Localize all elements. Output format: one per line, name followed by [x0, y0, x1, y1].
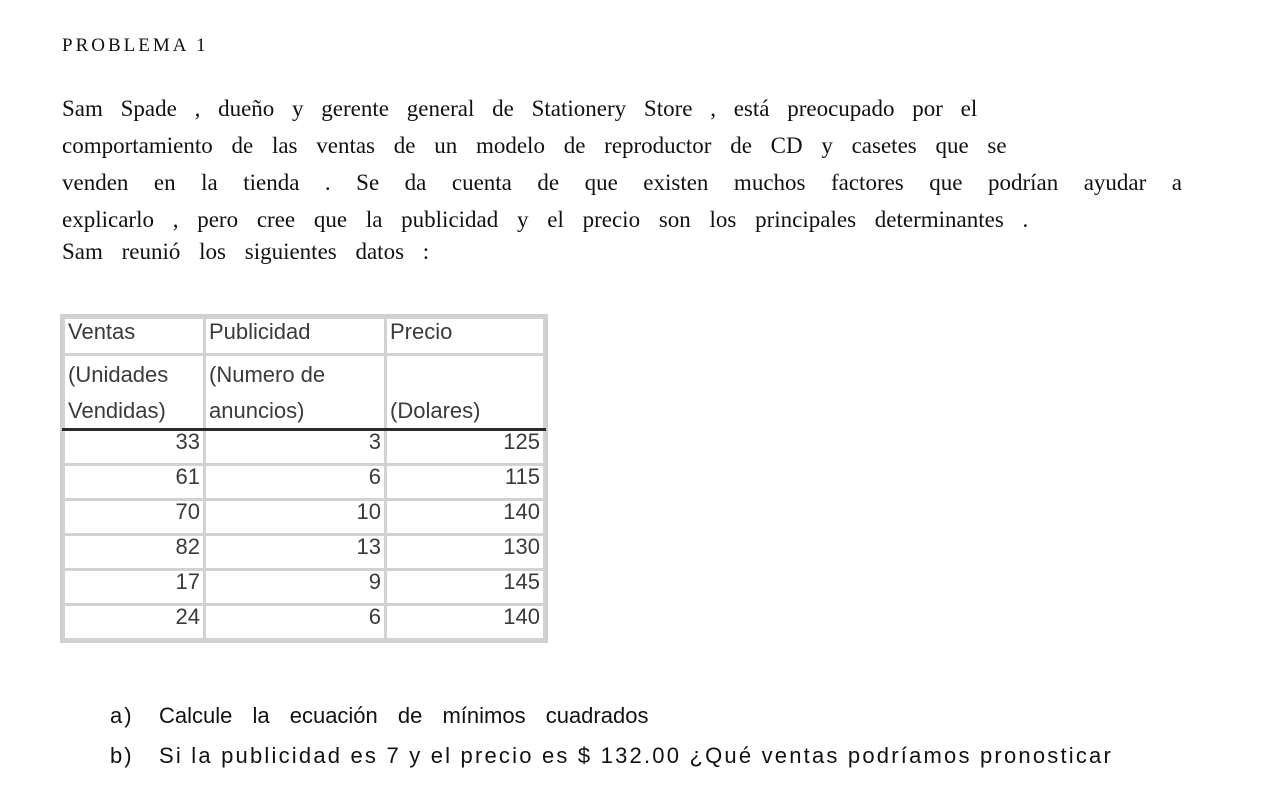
table-row: [64, 430, 545, 465]
subheader-publicidad-line2: anuncios): [209, 398, 305, 423]
question-a-marker: a): [110, 703, 134, 728]
cell-publicidad: 13: [205, 535, 386, 570]
question-b: [110, 740, 1113, 780]
cell-ventas: 17: [64, 570, 205, 605]
cell-ventas: 82: [64, 535, 205, 570]
header-publicidad: Publicidad: [205, 318, 386, 355]
cell-precio: 140: [386, 605, 545, 640]
subheader-publicidad: [205, 355, 386, 430]
statement-line-4: explicarlo , pero cree que la publicidad y el precio son los principales determinantes .: [62, 207, 1029, 232]
table-row: [64, 500, 545, 535]
statement-line-5: Sam reunió los siguientes datos :: [62, 239, 430, 264]
problem-statement: [62, 90, 1182, 268]
cell-precio: 125: [386, 430, 545, 465]
cell-precio: 130: [386, 535, 545, 570]
table-subheader-row: [64, 355, 545, 430]
cell-publicidad: 6: [205, 465, 386, 500]
cell-publicidad: 9: [205, 570, 386, 605]
subheader-publicidad-line1: (Numero de: [209, 362, 326, 387]
cell-precio: 145: [386, 570, 545, 605]
data-table: [62, 316, 546, 641]
question-b-text: Si la publicidad es 7 y el precio es $ 132.00 ¿Qué ventas podríamos pronosticar: [159, 743, 1114, 768]
header-precio: Precio: [386, 318, 545, 355]
question-b-marker: b): [110, 743, 134, 768]
subheader-precio-line1: [390, 356, 540, 394]
statement-line-2: comportamiento de las ventas de un modelo de reproductor de CD y casetes que se: [62, 133, 1007, 158]
questions-list: [110, 700, 1113, 780]
cell-precio: 115: [386, 465, 545, 500]
cell-publicidad: 10: [205, 500, 386, 535]
header-ventas: Ventas: [64, 318, 205, 355]
cell-ventas: 61: [64, 465, 205, 500]
table-row: [64, 535, 545, 570]
subheader-precio: [386, 355, 545, 430]
subheader-ventas-line2: Vendidas): [68, 398, 166, 423]
table-header-row: [64, 318, 545, 355]
question-a-text: Calcule la ecuación de mínimos cuadrados: [159, 703, 649, 728]
table-row: [64, 570, 545, 605]
table-row: [64, 465, 545, 500]
cell-publicidad: 6: [205, 605, 386, 640]
question-a: [110, 700, 1113, 740]
subheader-ventas: [64, 355, 205, 430]
statement-line-3: venden en la tienda . Se da cuenta de que existen muchos factores que podrían ayudar a: [62, 170, 1182, 195]
problem-title: PROBLEMA 1: [62, 35, 209, 56]
cell-precio: 140: [386, 500, 545, 535]
subheader-precio-line2: (Dolares): [390, 398, 481, 423]
cell-ventas: 24: [64, 605, 205, 640]
subheader-ventas-line1: (Unidades: [68, 362, 169, 387]
cell-publicidad: 3: [205, 430, 386, 465]
cell-ventas: 33: [64, 430, 205, 465]
statement-line-1: Sam Spade , dueño y gerente general de Stationery Store , está preocupado por el: [62, 96, 978, 121]
cell-ventas: 70: [64, 500, 205, 535]
table-row: [64, 605, 545, 640]
